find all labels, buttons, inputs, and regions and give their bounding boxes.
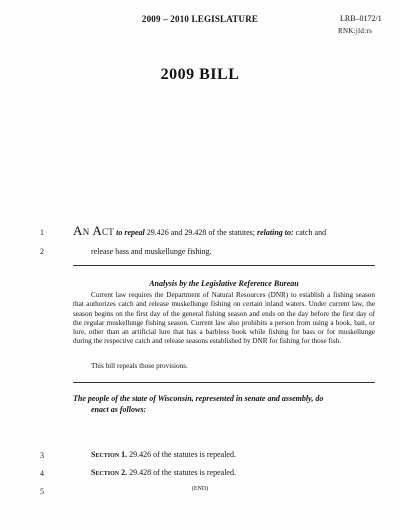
- act-text-b: catch and: [295, 228, 327, 237]
- act-action: to repeal: [116, 228, 145, 237]
- act-relating: relating to:: [257, 228, 294, 237]
- section-1-text: 29.426 of the statutes is repealed.: [129, 450, 236, 459]
- line-number-3: 3: [40, 451, 44, 460]
- session-header: 2009 – 2010 LEGISLATURE: [141, 14, 259, 24]
- line-number-4: 4: [40, 469, 44, 478]
- bill-title: 2009 BILL: [160, 66, 240, 83]
- drafter-initials: RNK:jld:rs: [338, 27, 373, 35]
- divider-top: [73, 265, 375, 266]
- section-2-text: 29.428 of the statutes is repealed.: [129, 468, 236, 477]
- section-1-label: Section 1.: [91, 450, 128, 459]
- line-number-2: 2: [40, 247, 44, 256]
- act-lead: An Act: [73, 223, 115, 238]
- end-marker: (END): [191, 486, 209, 492]
- analysis-paragraph-1: Current law requires the Department of Natural Resources (DNR) to establish a fishing season that authorizes catch and release muskellunge fishing on certain inland waters. Under current law, the season begins on the first day of the general fishing season and ends on the day before the first day of the regular muskellunge fishing season. Current law also prohibits a person from using a hook, bait, or lure, other than an artificial lure that has a barbless hook while fishing for bass or for muskellunge during the respective catch and release seasons established by DNR for fishing for those fish.: [73, 291, 375, 346]
- act-clause-line-2: release bass and muskellunge fishing.: [91, 247, 212, 256]
- analysis-heading: Analysis by the Legislative Reference Bureau: [149, 279, 299, 288]
- lrb-number: LRB–0172/1: [340, 14, 382, 23]
- line-number-5: 5: [40, 487, 44, 496]
- section-2: [91, 468, 236, 477]
- act-text-a: 29.426 and 29.428 of the statutes;: [146, 228, 255, 237]
- divider-bottom: [73, 382, 375, 383]
- section-1: [91, 450, 236, 459]
- analysis-paragraph-2: This bill repeals those provisions.: [91, 362, 188, 370]
- act-clause-line-1: [73, 223, 326, 239]
- enacting-clause: The people of the state of Wisconsin, represented in senate and assembly, do enact as follows:: [73, 394, 324, 414]
- line-number-1: 1: [40, 228, 44, 237]
- section-2-label: Section 2.: [91, 468, 128, 477]
